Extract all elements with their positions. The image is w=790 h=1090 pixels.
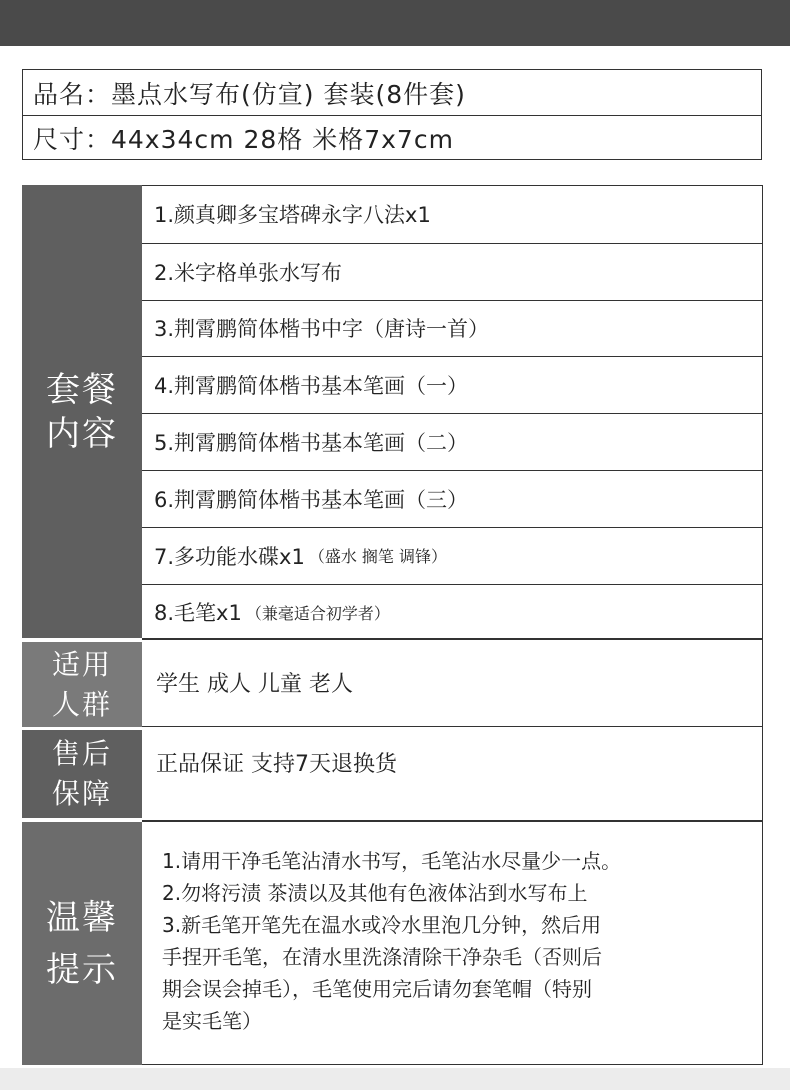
tips-label-line2: 提示 <box>46 949 118 990</box>
after-sales-label-line2: 保障 <box>51 777 112 810</box>
package-item: 6.荆霄鹏简体楷书基本笔画（三） <box>142 470 762 527</box>
tips-line: 3.新毛笔开笔先在温水或冷水里泡几分钟，然后用 <box>162 913 602 937</box>
package-item: 1.颜真卿多宝塔碑永字八法x1 <box>154 203 431 228</box>
audience-value: 学生 成人 儿童 老人 <box>156 672 353 697</box>
package-item-note: （兼毫适合初学者） <box>245 603 390 623</box>
package-item: 4.荆霄鹏简体楷书基本笔画（一） <box>142 356 762 413</box>
after-sales-cell <box>142 726 763 822</box>
after-sales-label-line1: 售后 <box>51 737 112 770</box>
package-item: 3.荆霄鹏简体楷书中字（唐诗一首） <box>142 300 762 357</box>
audience-label-line2: 人群 <box>51 687 112 721</box>
tips-label-line1: 温馨 <box>46 897 118 938</box>
audience-cell <box>142 638 763 727</box>
tips-line: 手捏开毛笔，在清水里洗涤清除干净杂毛（否则后 <box>162 945 602 969</box>
tips-label <box>22 822 142 1065</box>
top-bar <box>0 0 790 46</box>
product-size: 尺寸：44x34cm 28格 米格7x7cm <box>23 115 761 160</box>
tips-line: 期会误会掉毛），毛笔使用完后请勿套笔帽（特别 <box>162 977 592 1001</box>
tips-text <box>142 821 762 1037</box>
audience-label <box>22 642 142 727</box>
product-name: 品名：墨点水写布(仿宣) 套装(8件套) <box>33 79 466 109</box>
package-item-note: （盛水 搁笔 调锋） <box>308 547 448 567</box>
tips-line: 2.勿将污渍 茶渍以及其他有色液体沾到水写布上 <box>162 881 588 905</box>
spec-table <box>22 185 763 1065</box>
tips-cell <box>142 821 763 1065</box>
after-sales-label <box>22 730 142 818</box>
after-sales-value: 正品保证 支持7天退换货 <box>156 752 397 777</box>
product-info-box <box>22 69 762 160</box>
tips-line: 1.请用干净毛笔沾清水书写，毛笔沾水尽量少一点。 <box>162 849 622 873</box>
bottom-strip <box>0 1068 790 1090</box>
package-list <box>142 185 763 640</box>
package-item: 8.毛笔x1 （兼毫适合初学者） <box>142 584 762 641</box>
package-item: 5.荆霄鹏简体楷书基本笔画（二） <box>142 413 762 470</box>
package-label-line1: 套餐 <box>46 369 118 410</box>
package-item: 2.米字格单张水写布 <box>142 243 762 300</box>
package-label-line2: 内容 <box>46 413 118 454</box>
tips-line: 是实毛笔） <box>162 1009 262 1033</box>
package-item: 7.多功能水碟x1 （盛水 搁笔 调锋） <box>142 527 762 584</box>
audience-label-line1: 适用 <box>51 647 112 681</box>
package-label <box>22 185 142 638</box>
